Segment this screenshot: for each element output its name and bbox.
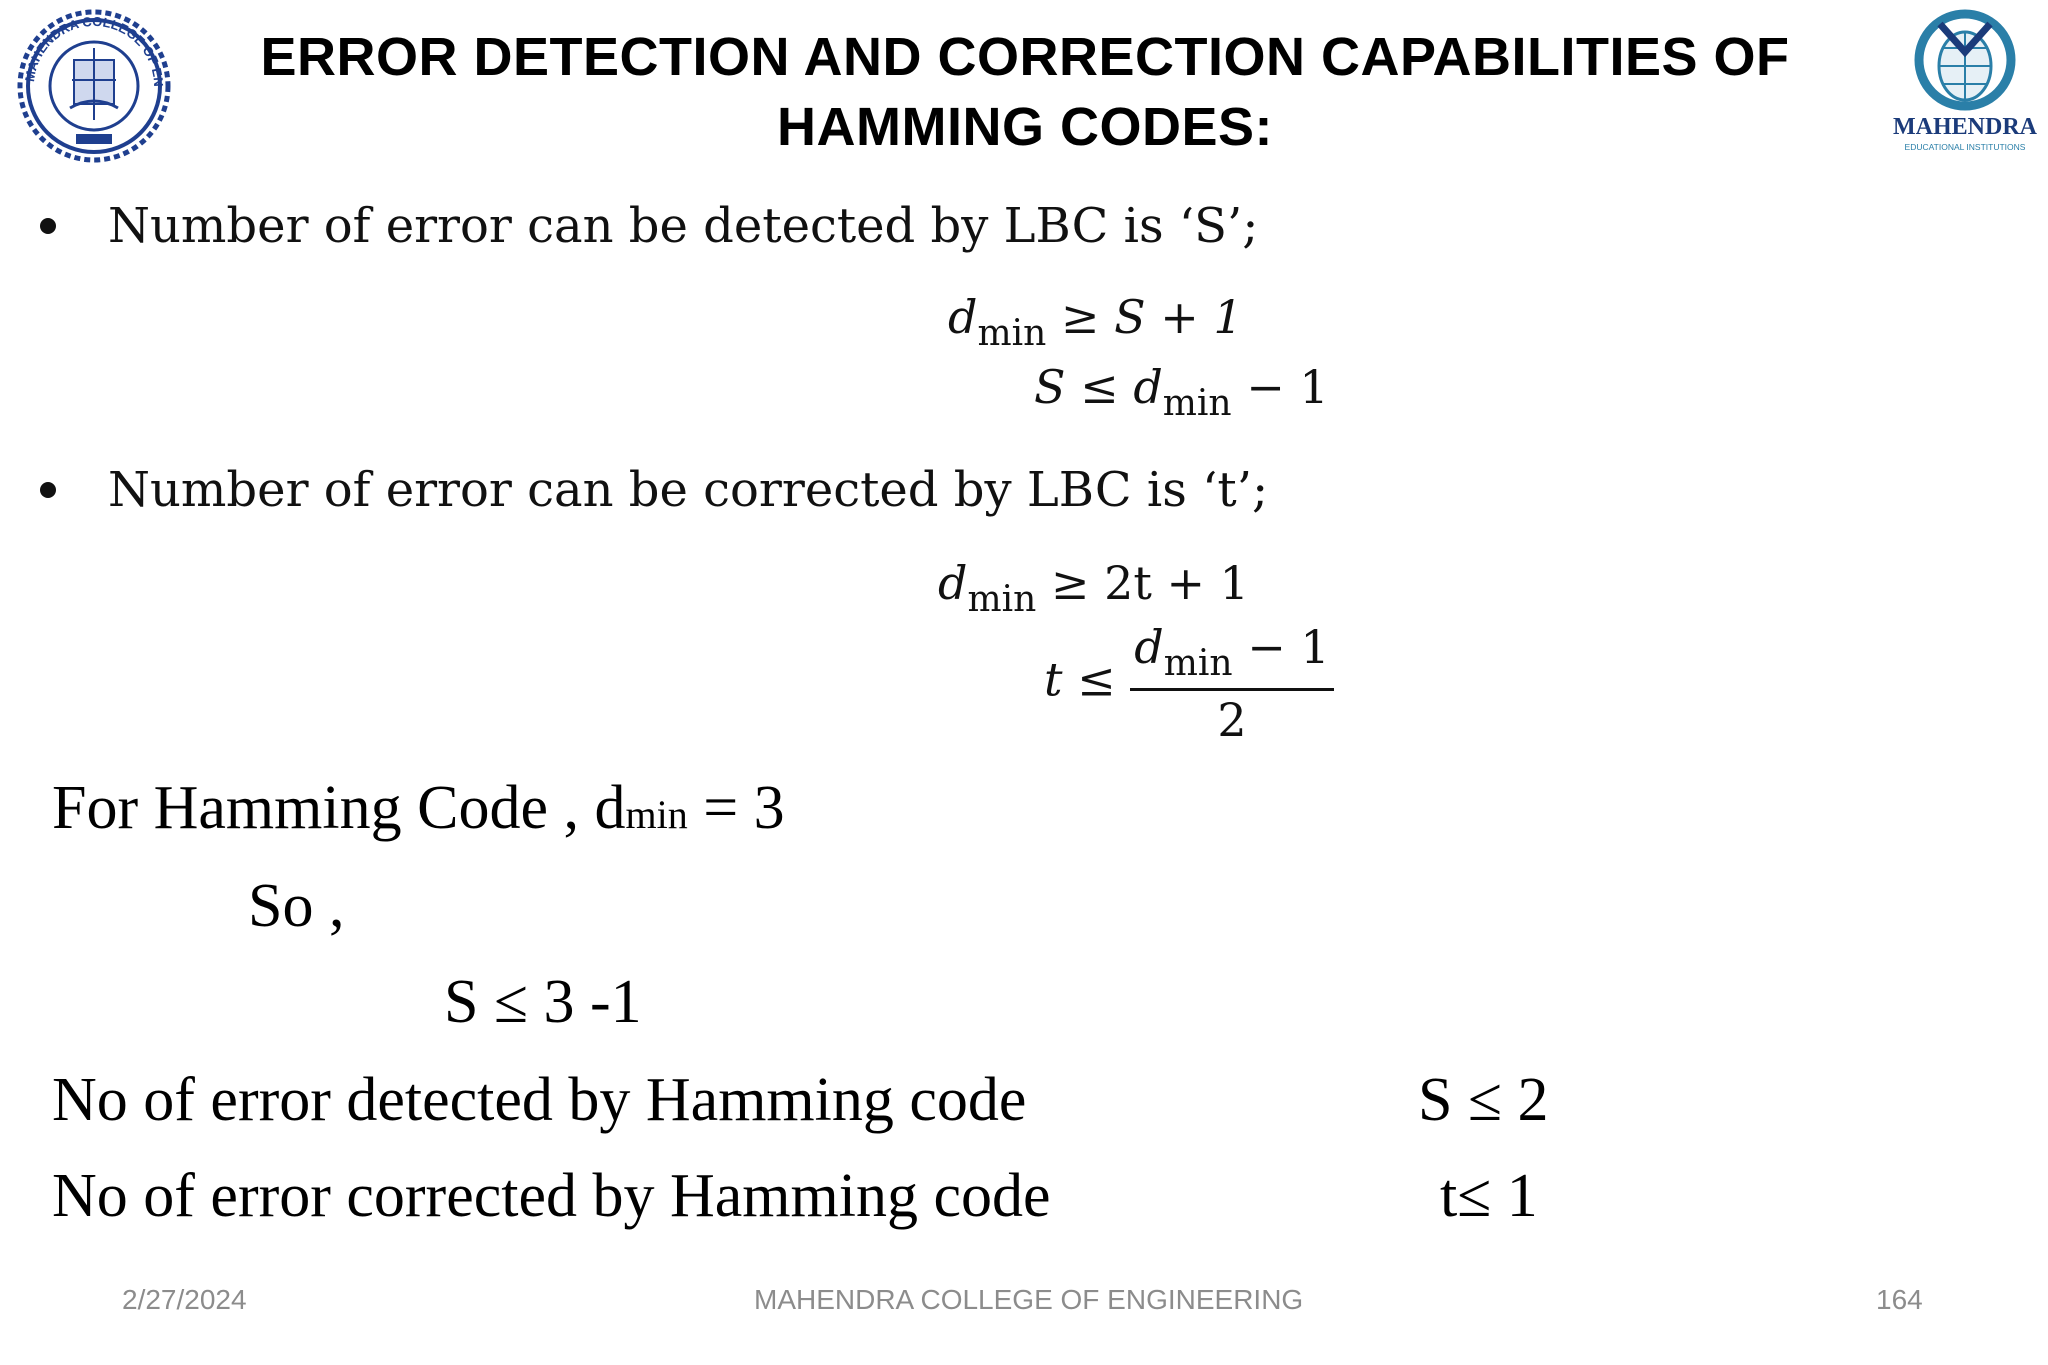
- eq-min-sub: min: [977, 313, 1047, 354]
- eq-dmin-geq-2t-plus-1: [938, 556, 1249, 620]
- eq-d: d: [938, 556, 968, 610]
- eq-fraction-denominator: 2: [1217, 693, 1247, 747]
- footer-page-number: 164: [1876, 1284, 1923, 1315]
- eq-minus-one: − 1: [1246, 360, 1329, 414]
- hamming-line-s-leq: S ≤ 3 -1: [444, 968, 642, 1036]
- hamming-line-dmin: [52, 772, 785, 851]
- eq-t: t: [1044, 652, 1063, 707]
- hamming-corrected-label: No of error corrected by Hamming code: [52, 1162, 1051, 1230]
- bullet-detect: [40, 198, 1258, 254]
- footer-college-name: MAHENDRA COLLEGE OF ENGINEERING: [754, 1284, 1304, 1315]
- hamming-line-dmin-suffix: = 3: [687, 774, 785, 842]
- bullet-detect-text: Number of error can be detected by LBC is ‘S’;: [108, 198, 1259, 254]
- bullet-correct: [40, 462, 1268, 518]
- eq-s-leq-dmin-minus-1: [1034, 360, 1329, 424]
- eq-fraction-numerator: [1130, 620, 1333, 691]
- title-line-2: HAMMING CODES:: [777, 97, 1273, 157]
- hamming-line-so: So ,: [248, 872, 345, 940]
- eq-geq: ≥: [1050, 556, 1090, 610]
- title-line-1: ERROR DETECTION AND CORRECTION CAPABILITIES OF: [260, 27, 1790, 87]
- eq-detect-rhs: S + 1: [1114, 290, 1243, 344]
- eq-t-leq-fraction: [1044, 620, 1334, 747]
- mahendra-wordmark: MAHENDRA: [1893, 114, 2037, 140]
- bullet-dot-icon: [40, 218, 56, 234]
- hamming-detected-value: S ≤ 2: [1418, 1066, 1549, 1134]
- eq-d: d: [1134, 620, 1164, 674]
- mahendra-logo: [1892, 2, 2038, 164]
- seal-arc-text: MAHENDRA COLLEGE OF EN: [22, 13, 167, 88]
- footer-date: 2/27/2024: [122, 1284, 247, 1315]
- eq-minus-one: − 1: [1247, 620, 1330, 674]
- eq-correct-rhs: 2t + 1: [1104, 556, 1249, 610]
- eq-d: d: [948, 290, 978, 344]
- bullet-dot-icon: [40, 482, 56, 498]
- hamming-line-dmin-sub: min: [625, 792, 688, 837]
- mahendra-subtext: EDUCATIONAL INSTITUTIONS: [1904, 142, 2026, 152]
- eq-min-sub: min: [967, 579, 1037, 620]
- eq-leq: ≤: [1080, 360, 1119, 414]
- eq-geq: ≥: [1060, 290, 1100, 344]
- eq-dmin-geq-s-plus-1: [948, 290, 1243, 354]
- college-seal-logo: [10, 8, 178, 163]
- bullet-correct-text: Number of error can be corrected by LBC is ‘t’;: [108, 462, 1269, 518]
- hamming-detected-label: No of error detected by Hamming code: [52, 1066, 1027, 1134]
- eq-leq: ≤: [1077, 652, 1116, 707]
- hamming-line-dmin-prefix: For Hamming Code , d: [52, 774, 626, 842]
- eq-min-sub: min: [1162, 383, 1232, 424]
- eq-fraction: [1130, 620, 1333, 747]
- eq-s: S: [1034, 360, 1066, 414]
- eq-min-sub: min: [1163, 643, 1233, 684]
- page-title: [190, 22, 1860, 162]
- eq-d: d: [1133, 360, 1163, 414]
- hamming-corrected-value: t≤ 1: [1440, 1162, 1538, 1230]
